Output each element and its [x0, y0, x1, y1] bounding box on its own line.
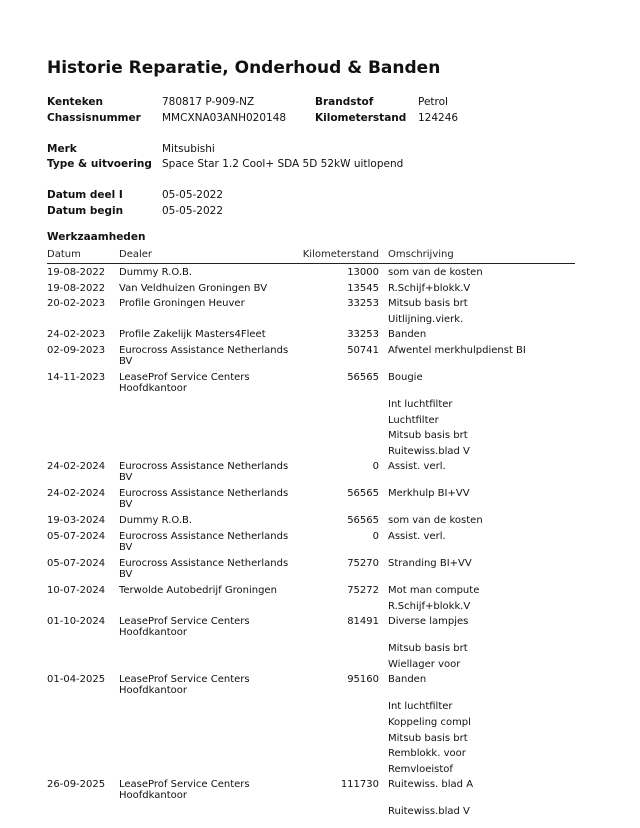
cell-dealer: Eurocross Assistance Netherlands BV — [119, 557, 289, 580]
cell-omschrijving: Banden — [388, 674, 427, 686]
cell-kilometerstand: 56565 — [347, 371, 379, 383]
cell-omschrijving: Mot man compute — [388, 584, 480, 596]
brandstof-label: Brandstof — [315, 96, 374, 108]
table-row — [47, 326, 575, 342]
table-row — [47, 803, 575, 819]
cell-datum: 19-03-2024 — [47, 515, 106, 527]
cell-kilometerstand: 13000 — [347, 267, 379, 278]
cell-omschrijving: Stranding BI+VV — [388, 557, 472, 569]
datum-deel-i-value: 05-05-2022 — [162, 189, 224, 201]
cell-omschrijving: Merkhulp BI+VV — [388, 488, 470, 500]
section-title-werkzaamheden: Werkzaamheden — [47, 231, 146, 243]
cell-dealer: Terwolde Autobedrijf Groningen — [119, 584, 277, 596]
cell-omschrijving: Ruitewiss. blad A — [388, 779, 474, 791]
table-row — [47, 512, 575, 528]
cell-datum: 24-02-2023 — [47, 329, 106, 341]
cell-kilometerstand: 56565 — [347, 488, 379, 500]
brandstof-value: Petrol — [418, 96, 448, 108]
cell-kilometerstand: 33253 — [347, 298, 379, 310]
cell-datum: 05-07-2024 — [47, 557, 106, 569]
chassisnummer-value: MMCXNA03ANH020148 — [162, 112, 287, 124]
table-row — [47, 311, 575, 327]
kenteken-value: 780817 P-909-NZ — [162, 96, 255, 108]
header-datum: Datum — [47, 249, 81, 260]
header-omschrijving: Omschrijving — [388, 249, 454, 260]
chassisnummer-label: Chassisnummer — [47, 112, 141, 124]
cell-kilometerstand: 0 — [372, 461, 379, 473]
cell-dealer: Eurocross Assistance Netherlands BV — [119, 461, 289, 484]
cell-omschrijving: Wiellager voor — [388, 658, 461, 670]
header-dealer: Dealer — [119, 249, 153, 260]
cell-omschrijving: Koppeling compl — [388, 716, 471, 728]
work-history-table — [47, 248, 575, 819]
cell-omschrijving: som van de kosten — [388, 515, 483, 527]
cell-dealer: Eurocross Assistance Netherlands BV — [119, 488, 289, 511]
kilometerstand-label: Kilometerstand — [315, 112, 407, 124]
cell-omschrijving: Mitsub basis brt — [388, 298, 468, 310]
kilometerstand-value: 124246 — [418, 112, 459, 124]
cell-kilometerstand: 56565 — [347, 515, 379, 527]
table-row — [47, 555, 575, 582]
cell-datum: 02-09-2023 — [47, 344, 106, 356]
cell-omschrijving: Ruitewiss.blad V — [388, 445, 470, 457]
cell-datum: 01-10-2024 — [47, 616, 106, 628]
cell-omschrijving: Uitlijning.vierk. — [388, 313, 464, 325]
cell-datum: 14-11-2023 — [47, 371, 106, 383]
cell-datum: 24-02-2024 — [47, 488, 106, 500]
cell-kilometerstand: 33253 — [347, 329, 379, 341]
table-row — [47, 761, 575, 777]
table-row — [47, 280, 575, 296]
cell-datum: 24-02-2024 — [47, 461, 106, 473]
cell-datum: 10-07-2024 — [47, 584, 106, 596]
header-kilometerstand: Kilometerstand — [302, 249, 379, 260]
cell-kilometerstand: 81491 — [347, 616, 379, 628]
cell-dealer: LeaseProf Service Centers Hoofdkantoor — [119, 371, 250, 394]
cell-omschrijving: Int luchtfilter — [388, 398, 453, 410]
table-row — [47, 443, 575, 459]
cell-omschrijving: Mitsub basis brt — [388, 732, 468, 744]
type-uitvoering-label: Type & uitvoering — [47, 158, 152, 170]
table-row — [47, 295, 575, 311]
merk-label: Merk — [47, 143, 77, 155]
cell-omschrijving: Banden — [388, 329, 427, 341]
table-row — [47, 582, 575, 598]
cell-dealer: Profile Groningen Heuver — [119, 298, 245, 310]
cell-datum: 20-02-2023 — [47, 298, 106, 310]
table-row — [47, 528, 575, 555]
cell-datum: 01-04-2025 — [47, 674, 106, 686]
cell-kilometerstand: 50741 — [347, 344, 379, 356]
cell-omschrijving: som van de kosten — [388, 267, 483, 278]
cell-dealer: Dummy R.O.B. — [119, 267, 193, 278]
cell-kilometerstand: 13545 — [347, 282, 379, 294]
table-row — [47, 264, 575, 280]
cell-omschrijving: Luchtfilter — [388, 414, 439, 426]
table-row — [47, 640, 575, 656]
table-row — [47, 485, 575, 512]
datum-begin-value: 05-05-2022 — [162, 205, 224, 217]
table-row — [47, 698, 575, 714]
table-row — [47, 656, 575, 672]
cell-omschrijving: Afwentel merkhulpdienst BI — [388, 344, 526, 356]
cell-dealer: Eurocross Assistance Netherlands BV — [119, 530, 289, 553]
cell-dealer: Eurocross Assistance Netherlands BV — [119, 344, 289, 367]
table-row — [47, 671, 575, 698]
cell-omschrijving: Remblokk. voor — [388, 748, 466, 760]
cell-dealer: Profile Zakelijk Masters4Fleet — [119, 329, 266, 341]
cell-omschrijving: Remvloeistof — [388, 763, 453, 775]
cell-datum: 05-07-2024 — [47, 530, 106, 542]
table-row — [47, 745, 575, 761]
table-row — [47, 412, 575, 428]
type-uitvoering-value: Space Star 1.2 Cool+ SDA 5D 52kW uitlopend — [162, 158, 404, 170]
cell-kilometerstand: 95160 — [347, 674, 379, 686]
cell-omschrijving: Mitsub basis brt — [388, 430, 468, 442]
table-row — [47, 342, 575, 369]
datum-begin-label: Datum begin — [47, 205, 124, 217]
table-row — [47, 396, 575, 412]
table-row — [47, 369, 575, 396]
table-row — [47, 598, 575, 614]
cell-kilometerstand: 75272 — [347, 584, 379, 596]
cell-omschrijving: Int luchtfilter — [388, 701, 453, 713]
cell-dealer: LeaseProf Service Centers Hoofdkantoor — [119, 616, 250, 639]
cell-kilometerstand: 0 — [372, 530, 379, 542]
kenteken-label: Kenteken — [47, 96, 103, 108]
merk-value: Mitsubishi — [162, 143, 215, 155]
cell-dealer: LeaseProf Service Centers Hoofdkantoor — [119, 779, 250, 802]
table-header — [47, 248, 575, 264]
cell-omschrijving: Mitsub basis brt — [388, 643, 468, 655]
cell-datum: 19-08-2022 — [47, 267, 106, 278]
cell-dealer: Van Veldhuizen Groningen BV — [119, 282, 268, 294]
table-row — [47, 427, 575, 443]
cell-datum: 26-09-2025 — [47, 779, 106, 791]
cell-omschrijving: Assist. verl. — [388, 530, 446, 542]
cell-omschrijving: R.Schijf+blokk.V — [388, 600, 471, 612]
table-row — [47, 458, 575, 485]
cell-dealer: LeaseProf Service Centers Hoofdkantoor — [119, 674, 250, 697]
table-row — [47, 613, 575, 640]
cell-omschrijving: Assist. verl. — [388, 461, 446, 473]
page-title: Historie Reparatie, Onderhoud & Banden — [47, 58, 441, 78]
cell-omschrijving: R.Schijf+blokk.V — [388, 282, 471, 294]
table-body — [47, 264, 575, 819]
cell-kilometerstand: 111730 — [340, 779, 379, 791]
cell-omschrijving: Ruitewiss.blad V — [388, 806, 470, 818]
table-row — [47, 730, 575, 746]
cell-omschrijving: Diverse lampjes — [388, 616, 469, 628]
table-row — [47, 776, 575, 803]
cell-kilometerstand: 75270 — [347, 557, 379, 569]
cell-datum: 19-08-2022 — [47, 282, 106, 294]
table-row — [47, 714, 575, 730]
datum-deel-i-label: Datum deel I — [47, 189, 123, 201]
cell-omschrijving: Bougie — [388, 371, 423, 383]
cell-dealer: Dummy R.O.B. — [119, 515, 193, 527]
